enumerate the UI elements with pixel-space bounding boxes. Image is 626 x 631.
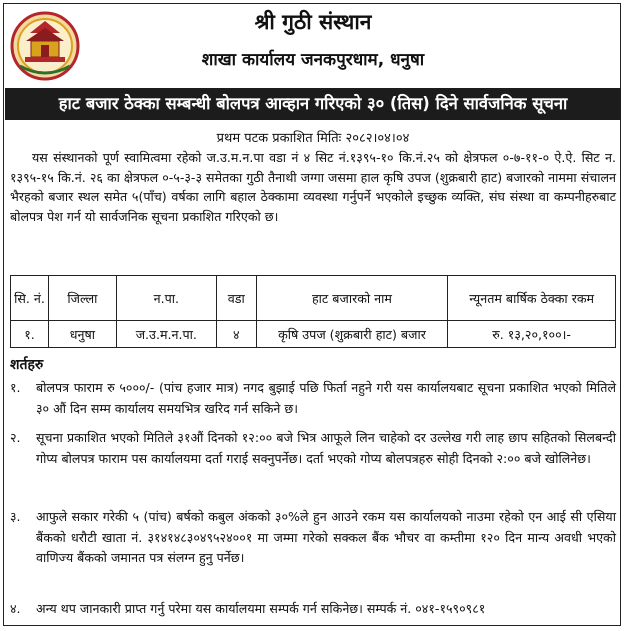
table-row (11, 321, 616, 348)
office-name: शाखा कार्यालय जनकपुरधाम, धनुषा (201, 50, 425, 70)
condition-number: २. (10, 430, 21, 445)
condition-item (10, 428, 616, 469)
publication-date: प्रथम पटक प्रकाशित मितिः २०८२।०४।०४ (216, 131, 410, 146)
condition-item (10, 599, 616, 620)
condition-item (10, 507, 616, 569)
col-header-municipality: न.पा. (116, 276, 216, 321)
condition-text: सूचना प्रकाशित भएको मितिले ३१औं दिनको १२:०० बजे भित्र आफूले लिन चाहेको दर उल्लेख गरी लाह छाप सहितको सिलबन्दी गोप्य बोलपत्र फाराम पस कार्यालयमा दर्ता गराई सक्नुपर्नेछ। दर्ता भएको गोप्य बोलपत्रहरु सोही दिनको २:०० बजे खोलिनेछ। (36, 430, 616, 466)
col-header-ward: वडा (216, 276, 256, 321)
condition-number: ३. (10, 509, 21, 524)
condition-number: १. (10, 380, 21, 395)
col-header-min-annual-amount: न्यूनतम बार्षिक ठेक्का रकम (448, 276, 616, 321)
col-header-market-name: हाट बजारको नाम (256, 276, 448, 321)
condition-text: बोलपत्र फाराम रु ५०००/- (पांच हजार मात्र) नगद बुझाई पछि फिर्ता नहुने गरी यस कार्यालयबाट सूचना प्रकाशित भएको मितिले ३० औं दिन सम्म कार्यालय समयभित्र खरिद गर्न सकिने छ। (36, 380, 616, 416)
cell-district: धनुषा (48, 321, 116, 348)
table-header-row (11, 276, 616, 321)
cell-min-annual-amount: रु. १३,२०,१००।- (448, 321, 616, 348)
condition-text: आफुले सकार गरेकी ५ (पांच) बर्षको कबुल अंकको ३०%ले हुन आउने रकम यस कार्यालयको नाउमा रहेको एन आई सी एसिया बैंकको धरौटी खाता नं. ३१४१४८३०४९५२४००१ मा जम्मा गरेको सक्कल बैंक भौचर वा कम्तीमा १२० दिन मान्य अवधी भएको वाणिज्य बैंकको जमानत पत्र संलग्न हुनु पर्नेछ। (36, 509, 616, 565)
intro-paragraph: यस संस्थानको पूर्ण स्वामित्वमा रहेको ज.उ.म.न.पा वडा नं ४ सिट नं.१३९५-१० कि.नं.२५ को क्षेत्रफल ०-७-११-० ऐ.ऐ. सिट न. १३९५-१५ कि.नं. २६ का क्षेत्रफल ०-५-३-३ समेतका गुठी तैनाथी जग्गा जसमा हाल कृषि उपज (शुक्रबारी हाट) बजारको नाममा संचालन भैरहको बजार स्थल समेत ५(पाँच) वर्षका लागि बहाल ठेक्कामा व्यवस्था गर्नुपर्ने भएकोले इच्छुक व्यक्ति, संघ संस्था वा कम्पनीहरुबाट बोलपत्र पेश गर्न यो सार्वजनिक सूचना प्रकाशित गरिएको छ। (10, 150, 616, 224)
cell-municipality: ज.उ.म.न.पा. (116, 321, 216, 348)
col-header-district: जिल्ला (48, 276, 116, 321)
notice-title-banner: हाट बजार ठेक्का सम्बन्धी बोलपत्र आव्हान गरिएको ३० (तिस) दिने सार्वजनिक सूचना (5, 88, 621, 120)
col-header-serial: सि. नं. (11, 276, 49, 321)
cell-market-name: कृषि उपज (शुक्रबारी हाट) बजार (256, 321, 448, 348)
condition-text: अन्य थप जानकारी प्राप्त गर्नु परेमा यस कार्यालयमा सम्पर्क गर्न सकिनेछ। सम्पर्क नं. ०४१-१५९०९८१ (36, 601, 486, 616)
condition-item (10, 378, 616, 419)
organization-name: श्री गुठी संस्थान (254, 10, 372, 34)
cell-serial: १. (11, 321, 49, 348)
condition-number: ४. (10, 601, 21, 616)
conditions-heading: शर्तहरु (10, 357, 44, 373)
market-contract-table (10, 275, 616, 348)
cell-ward: ४ (216, 321, 256, 348)
